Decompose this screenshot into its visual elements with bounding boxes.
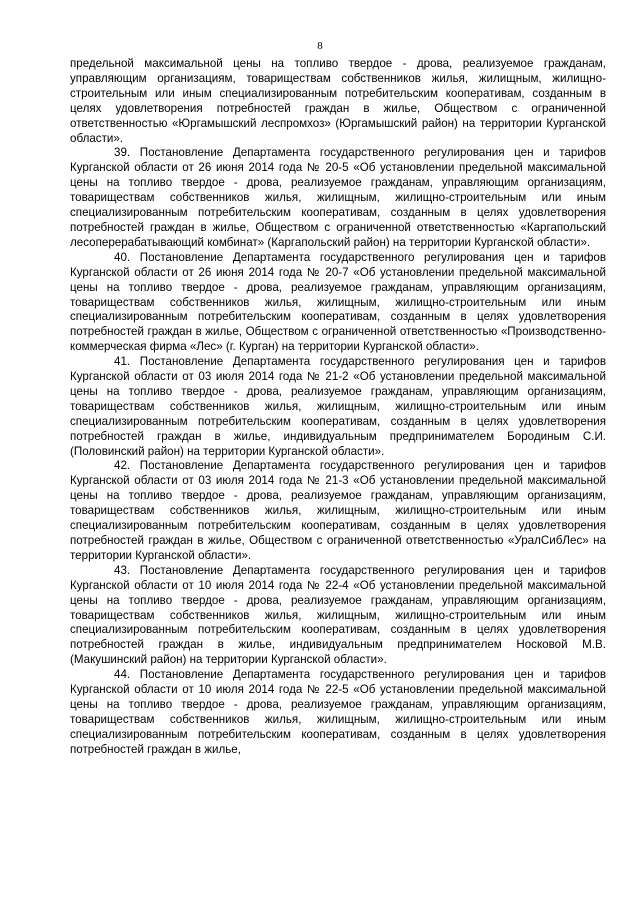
document-body bbox=[70, 57, 606, 758]
list-item-39: 39. Постановление Департамента государственного регулирования цен и тарифов Курганской области от 26 июня 2014 года № 20-5 «Об установлении предельной максимальной цены на топливо твердое - дрова, реализуемое гражданам, управляющим организациям, товариществам собственников жилья, жилищным, жилищно-строительным или иным специализированным потребительским кооперативам, созданным в целях удовлетворения потребностей граждан в жилье, Обществом с ограниченной ответственностью «Каргапольский лесоперерабатывающий комбинат» (Каргапольский район) на территории Курганской области». bbox=[70, 146, 606, 249]
list-item-40: 40. Постановление Департамента государственного регулирования цен и тарифов Курганской области от 26 июня 2014 года № 20-7 «Об установлении предельной максимальной цены на топливо твердое - дрова, реализуемое гражданам, управляющим организациям, товариществам собственников жилья, жилищным, жилищно-строительным или иным специализированным потребительским кооперативам, созданным в целях удовлетворения потребностей граждан в жилье, Обществом с ограниченной ответственностью «Производственно-коммерческая фирма «Лес» (г. Курган) на территории Курганской области». bbox=[70, 250, 606, 354]
page-number: 8 bbox=[317, 40, 323, 52]
list-item-44: 44. Постановление Департамента государственного регулирования цен и тарифов Курганской области от 10 июля 2014 года № 22-5 «Об установлении предельной максимальной цены на топливо твердое - дрова, реализуемое гражданам, управляющим организациям, товариществам собственников жилья, жилищным, жилищно-строительным или иным специализированным потребительским кооперативам, созданным в целях удовлетворения потребностей граждан в жилье, bbox=[70, 668, 606, 756]
list-item-42: 42. Постановление Департамента государственного регулирования цен и тарифов Курганской области от 03 июля 2014 года № 21-3 «Об установлении предельной максимальной цены на топливо твердое - дрова, реализуемое гражданам, управляющим организациям, товариществам собственников жилья, жилищным, жилищно-строительным или иным специализированным потребительским кооперативам, созданным в целях удовлетворения потребностей граждан в жилье, Обществом с ограниченной ответственностью «УралСибЛес» на территории Курганской области». bbox=[70, 459, 606, 562]
paragraph-continuation: предельной максимальной цены на топливо твердое - дрова, реализуемое гражданам, управляющим организациям, товариществам собственников жилья, жилищным, жилищно-строительным или иным специализированным потребительским кооперативам, созданным в целях удовлетворения потребностей граждан в жилье, Обществом с ограниченной ответственностью «Юргамышский леспромхоз» (Юргамышский район) на территории Курганской области». bbox=[70, 57, 606, 145]
list-item-43: 43. Постановление Департамента государственного регулирования цен и тарифов Курганской области от 10 июля 2014 года № 22-4 «Об установлении предельной максимальной цены на топливо твердое - дрова, реализуемое гражданам, управляющим организациям, товариществам собственников жилья, жилищным, жилищно-строительным или иным специализированным потребительским кооперативам, созданным в целях удовлетворения потребностей граждан в жилье, индивидуальным предпринимателем Носковой М.В. (Макушинский район) на территории Курганской области». bbox=[70, 563, 606, 667]
list-item-41: 41. Постановление Департамента государственного регулирования цен и тарифов Курганской области от 03 июля 2014 года № 21-2 «Об установлении предельной максимальной цены на топливо твердое - дрова, реализуемое гражданам, управляющим организациям, товариществам собственников жилья, жилищным, жилищно-строительным или иным специализированным потребительским кооперативам, созданным в целях удовлетворения потребностей граждан в жилье, индивидуальным предпринимателем Бородиным С.И. (Половинский район) на территории Курганской области». bbox=[70, 355, 606, 458]
